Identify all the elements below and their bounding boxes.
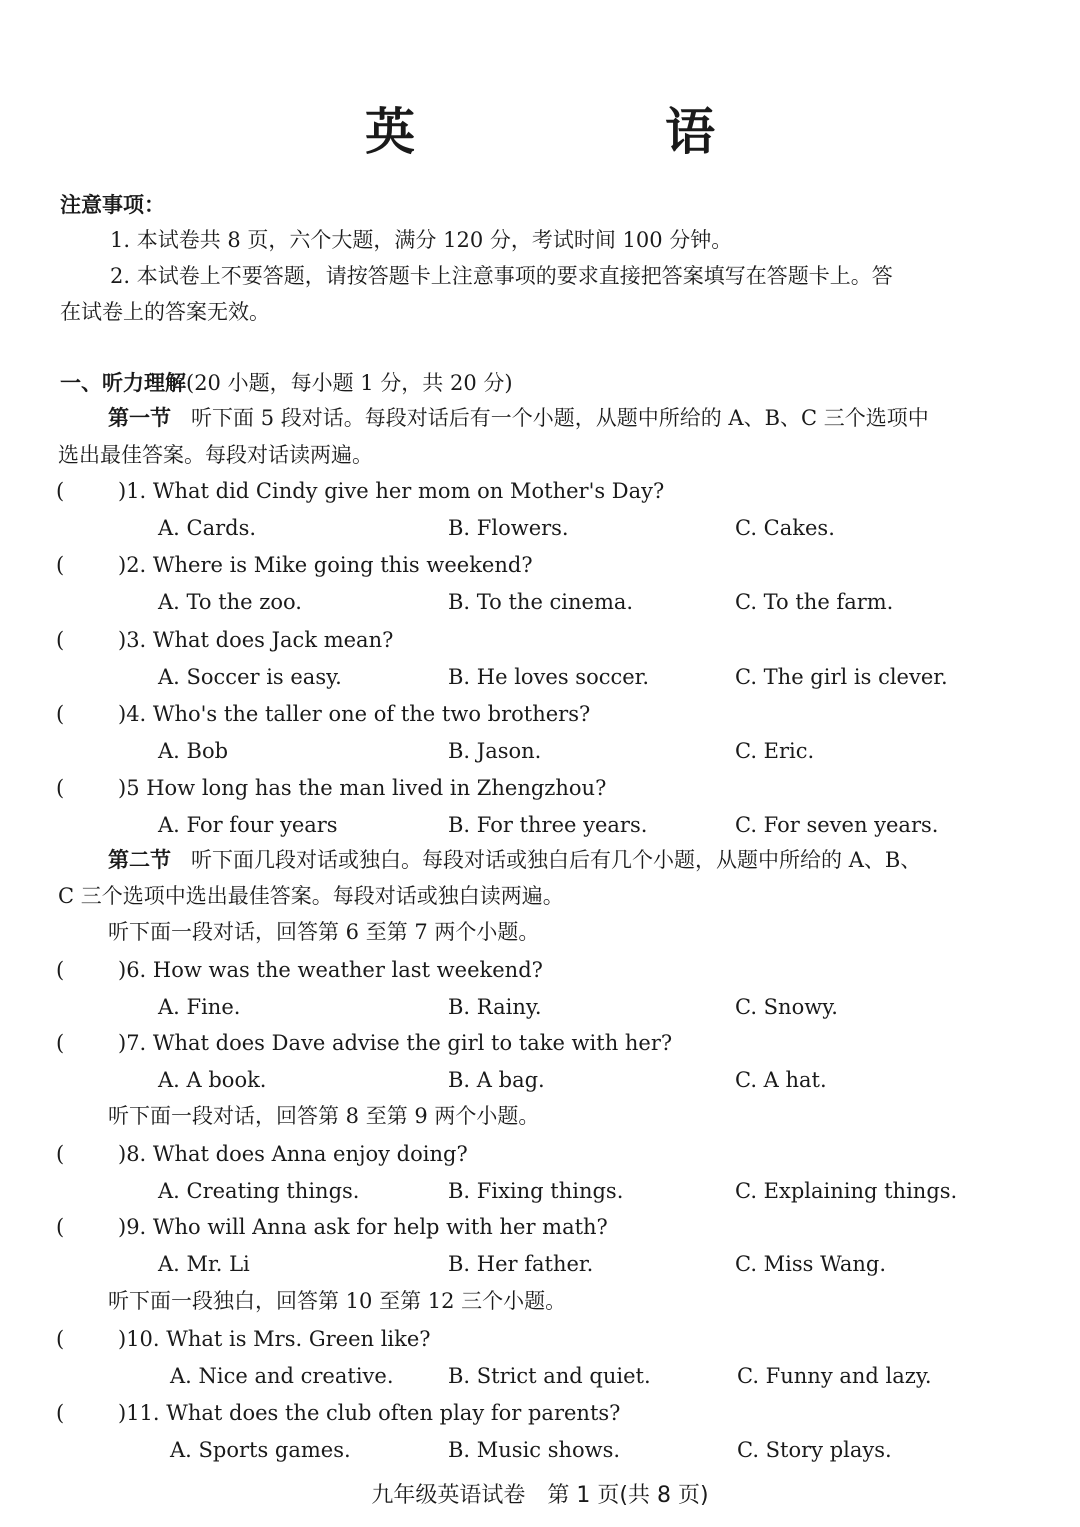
option-b: B. Music shows.	[448, 1438, 621, 1462]
option-b: B. For three years.	[448, 813, 648, 837]
option-a: A. Creating things.	[158, 1179, 360, 1203]
option-c: C. To the farm.	[735, 590, 894, 614]
option-b: B. Strict and quiet.	[448, 1364, 651, 1388]
option-c: C. For seven years.	[735, 813, 939, 837]
option-a: A. Nice and creative.	[170, 1364, 394, 1388]
option-b: B. To the cinema.	[448, 590, 634, 614]
part1-line1	[108, 403, 929, 433]
option-c: C. Funny and lazy.	[737, 1364, 932, 1388]
option-c: C. Miss Wang.	[735, 1252, 887, 1276]
answer-blank: (	[56, 1327, 65, 1351]
question-text: )2. Where is Mike going this weekend?	[118, 553, 533, 577]
option-a: A. To the zoo.	[158, 590, 302, 614]
page-footer: 九年级英语试卷 第 1 页(共 8 页)	[371, 1483, 709, 1508]
notice-item-1: 1. 本试卷共 8 页，六个大题，满分 120 分，考试时间 100 分钟。	[110, 228, 733, 252]
option-b: B. Fixing things.	[448, 1179, 624, 1203]
part2-label: 第二节	[108, 848, 171, 872]
option-a: A. Soccer is easy.	[158, 665, 342, 689]
option-c: C. Story plays.	[737, 1438, 892, 1462]
page-title: 英 语	[365, 103, 815, 161]
part1-text: 听下面 5 段对话。每段对话后有一个小题，从题中所给的 A、B、C 三个选项中	[191, 406, 929, 430]
question-text: )10. What is Mrs. Green like?	[118, 1327, 431, 1351]
notice-item-2-line1: 2. 本试卷上不要答题，请按答题卡上注意事项的要求直接把答案填写在答题卡上。答	[110, 264, 893, 288]
question-text: )3. What does Jack mean?	[118, 628, 394, 652]
notice-heading: 注意事项：	[60, 193, 165, 217]
answer-blank: (	[56, 1031, 65, 1055]
answer-blank: (	[56, 1142, 65, 1166]
section1-heading: 一、听力理解	[60, 371, 186, 395]
option-c: C. A hat.	[735, 1068, 827, 1092]
section1-heading-note: (20 小题，每小题 1 分，共 20 分)	[186, 371, 513, 395]
option-c: C. Eric.	[735, 739, 815, 763]
question-text: )1. What did Cindy give her mom on Mother's Day?	[118, 479, 665, 503]
instruction-10-12: 听下面一段独白，回答第 10 至第 12 三个小题。	[108, 1289, 567, 1313]
option-c: C. Snowy.	[735, 995, 838, 1019]
option-a: A. Sports games.	[170, 1438, 351, 1462]
question-text: )11. What does the club often play for parents?	[118, 1401, 621, 1425]
instruction-6-7: 听下面一段对话，回答第 6 至第 7 两个小题。	[108, 920, 540, 944]
option-b: B. He loves soccer.	[448, 665, 650, 689]
part1-line2: 选出最佳答案。每段对话读两遍。	[58, 443, 373, 467]
question-text: )4. Who's the taller one of the two brothers?	[118, 702, 591, 726]
part2-line2: C 三个选项中选出最佳答案。每段对话或独白读两遍。	[58, 884, 564, 908]
option-a: A. Fine.	[158, 995, 241, 1019]
option-c: C. Cakes.	[735, 516, 835, 540]
option-a: A. Bob	[158, 739, 229, 763]
option-a: A. For four years	[158, 813, 338, 837]
option-a: A. A book.	[158, 1068, 267, 1092]
section1-heading-row	[60, 368, 513, 398]
option-b: B. Flowers.	[448, 516, 569, 540]
option-b: B. Rainy.	[448, 995, 542, 1019]
option-b: B. A bag.	[448, 1068, 545, 1092]
part1-label: 第一节	[108, 406, 171, 430]
part2-line1	[108, 845, 921, 875]
option-b: B. Jason.	[448, 739, 542, 763]
notice-item-2-line2: 在试卷上的答案无效。	[60, 300, 270, 324]
question-text: )7. What does Dave advise the girl to take with her?	[118, 1031, 673, 1055]
option-c: C. Explaining things.	[735, 1179, 958, 1203]
part2-text: 听下面几段对话或独白。每段对话或独白后有几个小题，从题中所给的 A、B、	[191, 848, 922, 872]
instruction-8-9: 听下面一段对话，回答第 8 至第 9 两个小题。	[108, 1104, 540, 1128]
question-text: )9. Who will Anna ask for help with her math?	[118, 1215, 608, 1239]
option-c: C. The girl is clever.	[735, 665, 948, 689]
answer-blank: (	[56, 553, 65, 577]
option-b: B. Her father.	[448, 1252, 594, 1276]
question-text: )6. How was the weather last weekend?	[118, 958, 543, 982]
answer-blank: (	[56, 1401, 65, 1425]
question-text: )8. What does Anna enjoy doing?	[118, 1142, 468, 1166]
option-a: A. Cards.	[158, 516, 257, 540]
answer-blank: (	[56, 479, 65, 503]
answer-blank: (	[56, 958, 65, 982]
answer-blank: (	[56, 1215, 65, 1239]
question-text: )5 How long has the man lived in Zhengzhou?	[118, 776, 607, 800]
answer-blank: (	[56, 776, 65, 800]
answer-blank: (	[56, 628, 65, 652]
answer-blank: (	[56, 702, 65, 726]
option-a: A. Mr. Li	[158, 1252, 250, 1276]
